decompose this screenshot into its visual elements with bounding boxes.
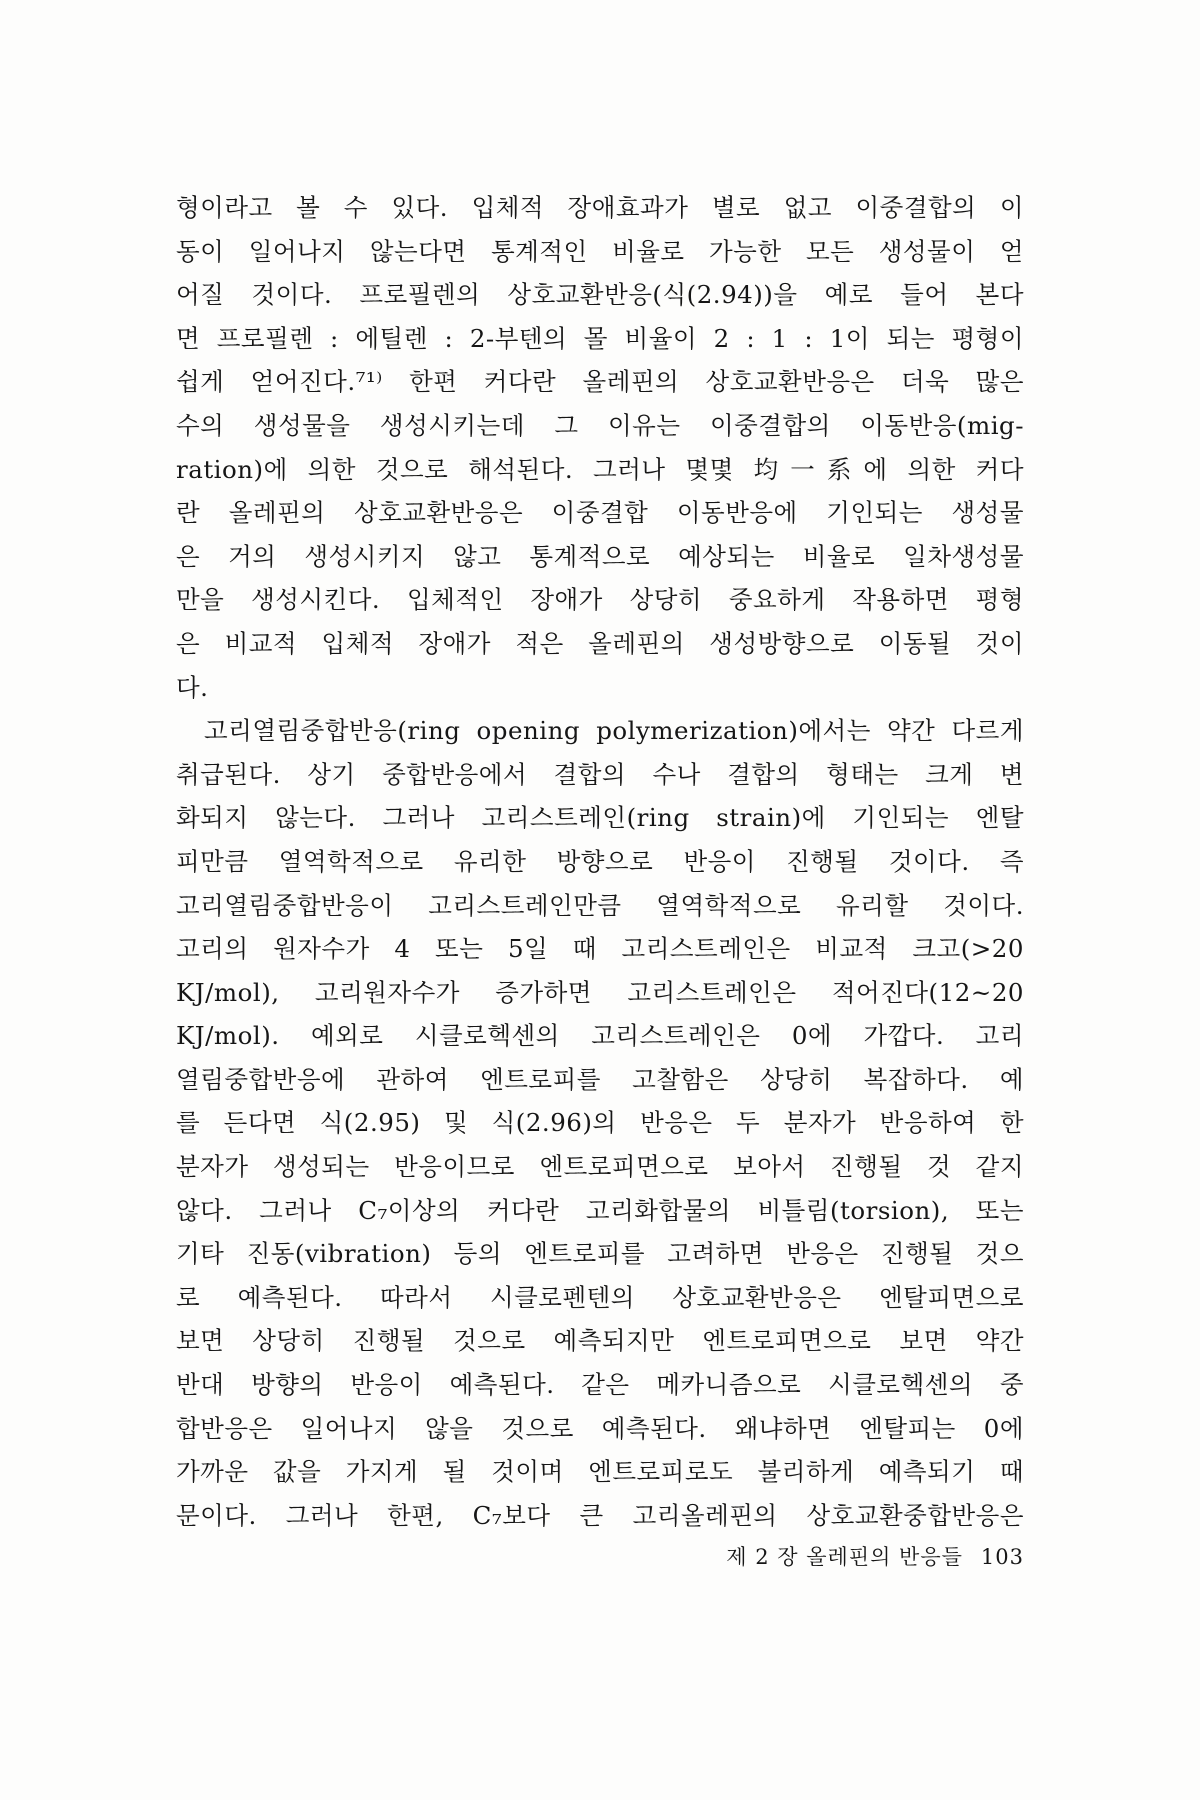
text-line: 를 든다면 식(2.95) 및 식(2.96)의 반응은 두 분자가 반응하여 한 bbox=[176, 1108, 1024, 1138]
text-line: 보면 상당히 진행될 것으로 예측되지만 엔트로피면으로 보면 약간 bbox=[176, 1326, 1024, 1356]
text-line: 로 예측된다. 따라서 시클로펜텐의 상호교환반응은 엔탈피면으로 bbox=[176, 1282, 1024, 1312]
text-line: 다. bbox=[176, 672, 209, 702]
text-line: ration)에 의한 것으로 해석된다. 그러나 몇몇 均一系에 의한 커다 bbox=[176, 454, 1024, 484]
text-line: 은 거의 생성시키지 않고 통계적으로 예상되는 비율로 일차생성물 bbox=[176, 541, 1024, 571]
text-line: 가까운 값을 가지게 될 것이며 엔트로피로도 불리하게 예측되기 때 bbox=[176, 1457, 1024, 1487]
page-footer bbox=[598, 1542, 1024, 1572]
text-line: 고리열림중합반응이 고리스트레인만큼 열역학적으로 유리할 것이다. bbox=[176, 890, 1024, 920]
text-line: 면 프로필렌 : 에틸렌 : 2-부텐의 몰 비율이 2 : 1 : 1이 되는 평형이 bbox=[176, 323, 1024, 353]
text-line: 피만큼 열역학적으로 유리한 방향으로 반응이 진행될 것이다. 즉 bbox=[176, 846, 1024, 876]
text-line: 취급된다. 상기 중합반응에서 결합의 수나 결합의 형태는 크게 변 bbox=[176, 759, 1024, 789]
text-line: 만을 생성시킨다. 입체적인 장애가 상당히 중요하게 작용하면 평형 bbox=[176, 585, 1024, 615]
chapter-title: 제 2 장 올레핀의 반응들 bbox=[726, 1545, 963, 1569]
text-line: 반대 방향의 반응이 예측된다. 같은 메카니즘으로 시클로헥센의 중 bbox=[176, 1370, 1024, 1400]
text-line: 화되지 않는다. 그러나 고리스트레인(ring strain)에 기인되는 엔탈 bbox=[176, 803, 1024, 833]
text-line: 문이다. 그러나 한편, C₇보다 큰 고리올레핀의 상호교환중합반응은 bbox=[176, 1500, 1024, 1530]
text-line: KJ/mol). 예외로 시클로헥센의 고리스트레인은 0에 가깝다. 고리 bbox=[176, 1021, 1024, 1051]
page-number: 103 bbox=[980, 1545, 1024, 1569]
text-line: 않다. 그러나 C₇이상의 커다란 고리화합물의 비틀림(torsion), 또는 bbox=[176, 1195, 1024, 1225]
text-line: 수의 생성물을 생성시키는데 그 이유는 이중결합의 이동반응(mig- bbox=[176, 410, 1024, 440]
text-line: 합반응은 일어나지 않을 것으로 예측된다. 왜냐하면 엔탈피는 0에 bbox=[176, 1413, 1024, 1443]
text-line: KJ/mol), 고리원자수가 증가하면 고리스트레인은 적어진다(12~20 bbox=[176, 977, 1024, 1007]
text-line: 고리의 원자수가 4 또는 5일 때 고리스트레인은 비교적 크고(>20 bbox=[176, 934, 1024, 964]
text-line: 동이 일어나지 않는다면 통계적인 비율로 가능한 모든 생성물이 얻 bbox=[176, 236, 1024, 266]
text-line: 열림중합반응에 관하여 엔트로피를 고찰함은 상당히 복잡하다. 예 bbox=[176, 1064, 1024, 1094]
text-line: 쉽게 얻어진다.⁷¹⁾ 한편 커다란 올레핀의 상호교환반응은 더욱 많은 bbox=[176, 367, 1024, 397]
text-line: 기타 진동(vibration) 등의 엔트로피를 고려하면 반응은 진행될 것으 bbox=[176, 1239, 1024, 1269]
body-text bbox=[176, 186, 1024, 1537]
text-line: 은 비교적 입체적 장애가 적은 올레핀의 생성방향으로 이동될 것이 bbox=[176, 628, 1024, 658]
text-line: 란 올레핀의 상호교환반응은 이중결합 이동반응에 기인되는 생성물 bbox=[176, 498, 1024, 528]
text-line: 분자가 생성되는 반응이므로 엔트로피면으로 보아서 진행될 것 같지 bbox=[176, 1152, 1024, 1182]
paragraph-start-line: 고리열림중합반응(ring opening polymerization)에서는 약간 다르게 bbox=[204, 716, 1024, 746]
text-line: 형이라고 볼 수 있다. 입체적 장애효과가 별로 없고 이중결합의 이 bbox=[176, 193, 1024, 222]
text-line: 어질 것이다. 프로필렌의 상호교환반응(식(2.94))을 예로 들어 본다 bbox=[176, 280, 1024, 310]
